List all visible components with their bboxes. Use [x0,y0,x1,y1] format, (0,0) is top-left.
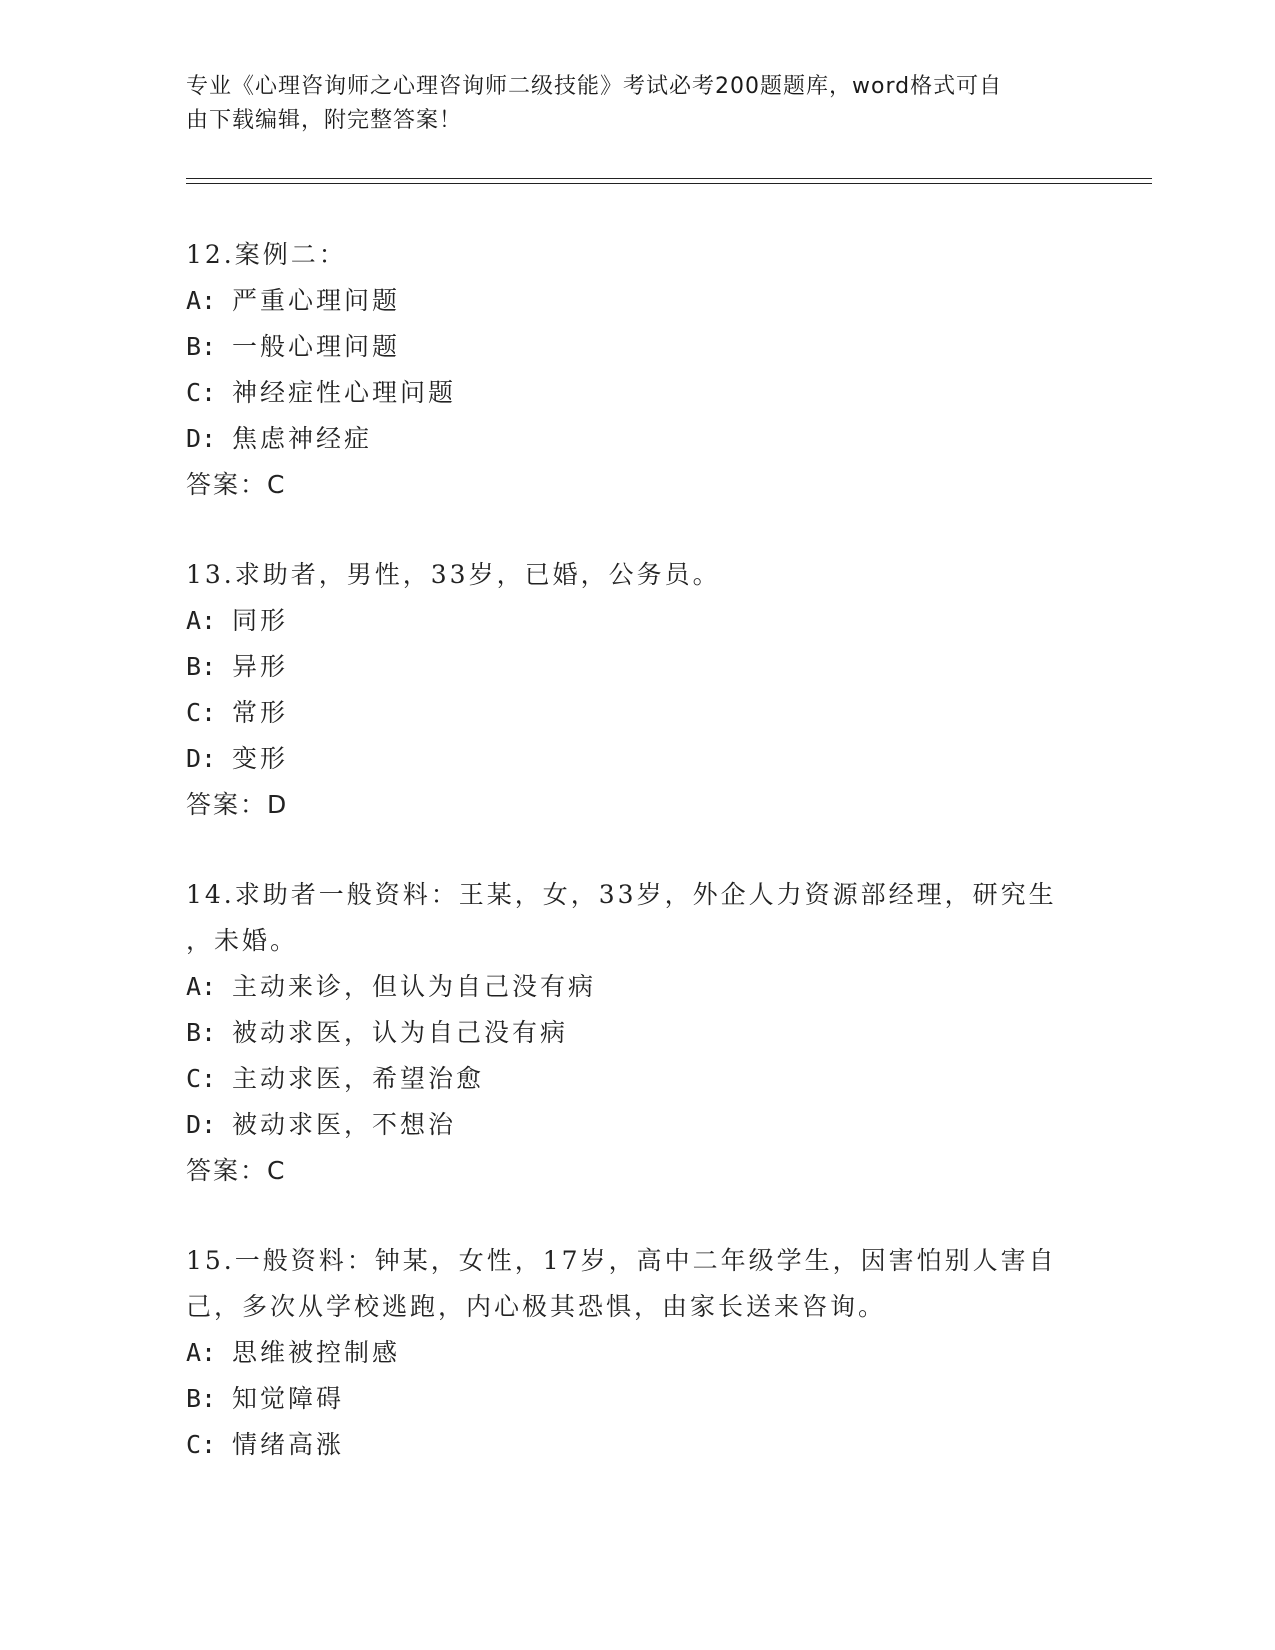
option-text: 主动求医，希望治愈 [232,1064,485,1093]
option-letter: D: [186,744,217,773]
option-text: 被动求医，不想治 [232,1110,457,1139]
option-b [186,1376,1086,1422]
question-stem: 15.一般资料：钟某，女性，17岁，高中二年级学生，因害怕别人害自 [186,1246,1057,1275]
option-text: 思维被控制感 [232,1338,401,1367]
answer-line: 答案：D [186,790,289,819]
option-text: 焦虑神经症 [232,424,373,453]
option-letter: B: [186,652,217,681]
option-letter: B: [186,1384,217,1413]
header-rule-top [186,178,1152,179]
option-text: 变形 [232,744,289,773]
option-text: 被动求医，认为自己没有病 [232,1018,569,1047]
question-12 [186,232,1086,508]
question-stem: 14.求助者一般资料：王某，女，33岁，外企人力资源部经理，研究生 [186,880,1057,909]
option-text: 同形 [232,606,289,635]
option-b [186,324,1086,370]
option-a [186,278,1086,324]
option-letter: B: [186,332,217,361]
option-a [186,598,1086,644]
option-text: 知觉障碍 [232,1384,345,1413]
question-stem: 13.求助者，男性，33岁，已婚，公务员。 [186,560,721,589]
option-letter: A: [186,286,217,315]
option-d [186,736,1086,782]
option-letter: A: [186,1338,217,1367]
option-letter: D: [186,1110,217,1139]
option-b [186,644,1086,690]
question-15 [186,1238,1086,1468]
option-c [186,690,1086,736]
option-letter: D: [186,424,217,453]
option-text: 异形 [232,652,289,681]
option-text: 神经症性心理问题 [232,378,457,407]
question-stem-continued: 己，多次从学校逃跑，内心极其恐惧，由家长送来咨询。 [186,1292,887,1321]
option-c [186,1422,1086,1468]
option-a [186,1330,1086,1376]
option-d [186,1102,1086,1148]
option-d [186,416,1086,462]
option-letter: B: [186,1018,217,1047]
option-a [186,964,1086,1010]
question-stem-continued: ，未婚。 [186,926,299,955]
option-text: 一般心理问题 [232,332,401,361]
question-stem: 12.案例二： [186,240,347,269]
option-letter: C: [186,1064,217,1093]
option-text: 严重心理问题 [232,286,401,315]
answer-line: 答案：C [186,470,287,499]
option-text: 主动来诊，但认为自己没有病 [232,972,597,1001]
option-c [186,1056,1086,1102]
header-line-1: 专业《心理咨询师之心理咨询师二级技能》考试必考200题题库，word格式可自 [186,74,1003,99]
option-letter: C: [186,698,217,727]
option-letter: A: [186,972,217,1001]
header-line-2: 由下载编辑，附完整答案！ [186,108,463,133]
answer-line: 答案：C [186,1156,287,1185]
option-letter: C: [186,1430,217,1459]
question-13 [186,552,1086,828]
option-letter: A: [186,606,217,635]
option-text: 常形 [232,698,289,727]
option-c [186,370,1086,416]
document-header [186,70,1086,138]
option-letter: C: [186,378,217,407]
header-rule-bottom [186,183,1152,184]
option-b [186,1010,1086,1056]
question-14 [186,872,1086,1194]
option-text: 情绪高涨 [232,1430,345,1459]
